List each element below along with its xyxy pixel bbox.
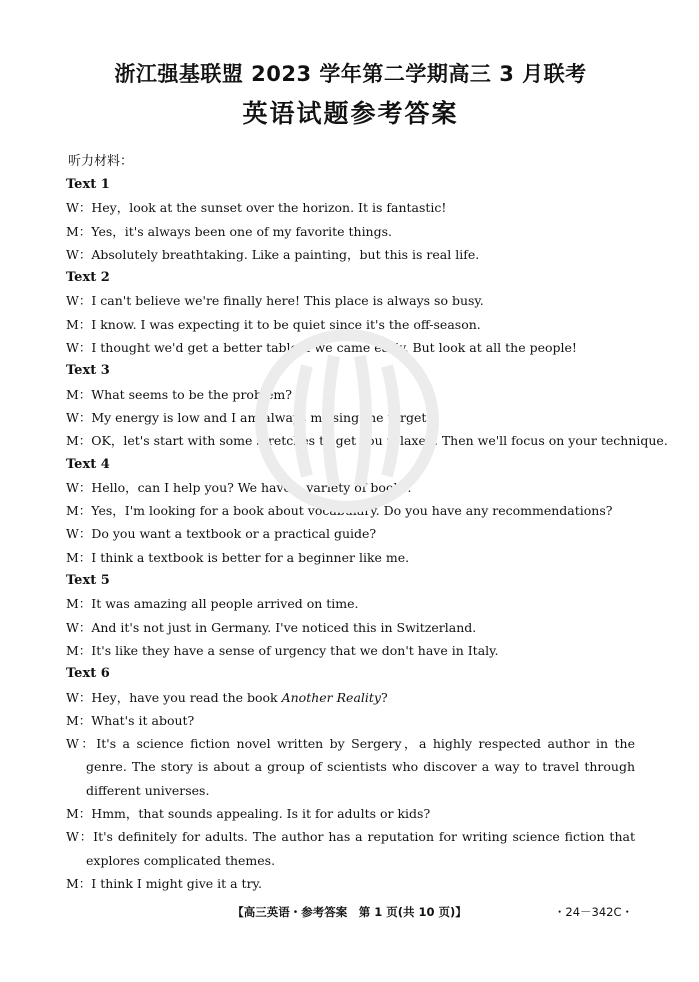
book-title: Another Reality <box>281 689 381 705</box>
dialogue-line: M：OK，let's start with some stretches to get you relaxed. Then we'll focus on your technique. <box>66 433 668 449</box>
text-block-6 <box>66 662 635 895</box>
text-block-3 <box>66 359 668 452</box>
dialogue-line: M：Hmm，that sounds appealing. Is it for adults or kids? <box>66 806 431 822</box>
dialogue-line: W：My energy is low and I am always missing the targets. <box>66 409 437 425</box>
dialogue-line: W：Absolutely breathtaking. Like a painting，but this is real life. <box>66 246 480 262</box>
dialogue-line: M：Yes，it's always been one of my favorite things. <box>66 223 393 239</box>
dialogue-line: M：I think a textbook is better for a beginner like me. <box>66 549 410 565</box>
section-label: 听力材料： <box>68 154 134 169</box>
page-title: 浙江强基联盟 2023 学年第二学期高三 3 月联考 <box>114 62 587 86</box>
line-prefix: W：Hey，have you read the book <box>66 689 282 705</box>
text-label: Text 6 <box>66 666 110 682</box>
dialogue-line: W：Do you want a textbook or a practical guide? <box>66 526 377 542</box>
text-block-5 <box>66 569 635 662</box>
dialogue-line: W：Hello，can I help you? We have a variety of books. <box>66 479 412 495</box>
text-label: Text 2 <box>66 270 110 286</box>
text-label: Text 3 <box>66 363 110 379</box>
footer-page-info: 【高三英语・参考答案 第 1 页(共 10 页)】 <box>232 905 467 919</box>
dialogue-paragraph: W：It's a science fiction novel written by Sergery，a highly respected author in the genre. The story is about a group of scientists who discover a way to travel through different universes. <box>66 736 635 798</box>
text-block-2 <box>66 266 635 359</box>
dialogue-line: M：What seems to be the problem? <box>66 386 292 402</box>
dialogue-line: M：I think I might give it a try. <box>66 875 262 891</box>
line-suffix: ? <box>380 689 388 705</box>
dialogue-line: W：Hey，look at the sunset over the horizon. It is fantastic! <box>66 200 447 216</box>
dialogue-line: M：It was amazing all people arrived on time. <box>66 596 359 612</box>
dialogue-line: W：And it's not just in Germany. I've noticed this in Switzerland. <box>66 619 477 635</box>
dialogue-line <box>66 686 635 709</box>
text-label: Text 1 <box>66 177 110 192</box>
text-label: Text 5 <box>66 573 110 589</box>
page-footer <box>0 904 699 924</box>
text-block-1 <box>66 173 635 266</box>
text-label: Text 4 <box>66 456 110 472</box>
dialogue-line: M：It's like they have a sense of urgency that we don't have in Italy. <box>66 642 499 658</box>
text-block-4 <box>66 453 635 569</box>
dialogue-line: W：I can't believe we're finally here! This place is always so busy. <box>66 293 484 309</box>
dialogue-paragraph: W：It's definitely for adults. The author has a reputation for writing science fiction that explores complicated themes. <box>66 829 635 868</box>
footer-code: ・24－342C・ <box>553 905 633 919</box>
dialogue-line: M：What's it about? <box>66 712 195 728</box>
dialogue-line: W：I thought we'd get a better table if we came early. But look at all the people! <box>66 340 577 356</box>
page-subtitle: 英语试题参考答案 <box>242 99 459 128</box>
dialogue-line: M：I know. I was expecting it to be quiet since it's the off-season. <box>66 316 481 332</box>
dialogue-line: M：Yes，I'm looking for a book about vocabulary. Do you have any recommendations? <box>66 503 613 519</box>
